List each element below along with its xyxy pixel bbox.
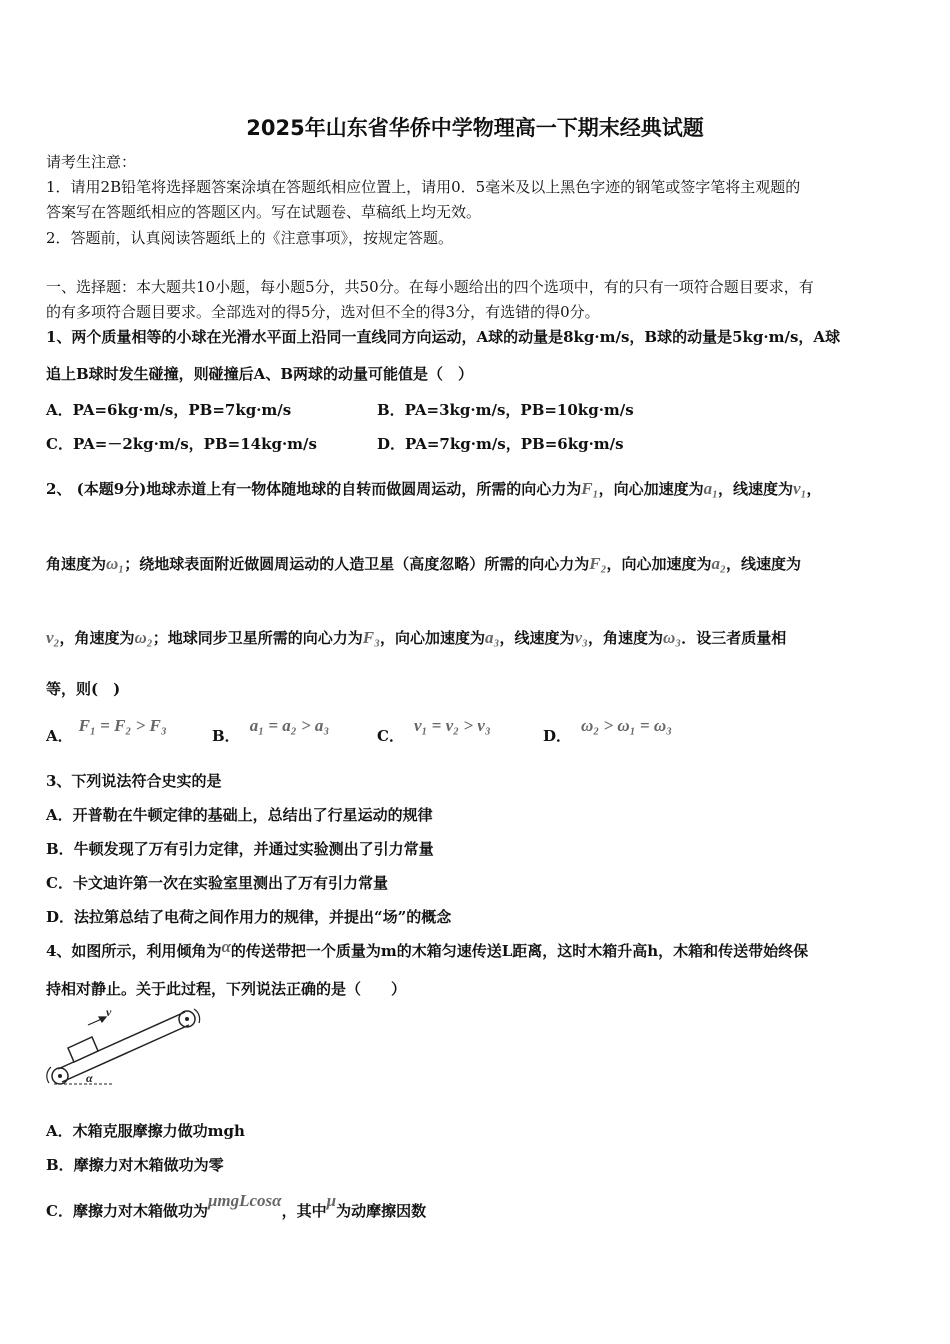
q4-stem-line2: 持相对静止。关于此过程，下列说法正确的是（ ） xyxy=(46,980,407,998)
q4-c-expression: μmgLcosα xyxy=(207,1191,282,1210)
q4-c-text3: 为动摩擦因数 xyxy=(336,1202,427,1220)
q1-option-c: C．PA=－2kg·m/s，PB=14kg·m/s xyxy=(46,435,317,453)
section1-line1: 一、选择题：本大题共10小题，每小题5分，共50分。在每小题给出的四个选项中，有的只有一项符合题目要求，有 xyxy=(46,278,814,296)
q2-l3d: ，线速度为 xyxy=(499,629,575,647)
q2-option-b-expr: a₁ = a₂ > a₃ xyxy=(249,716,330,735)
q2-l2d: ，线速度为 xyxy=(725,555,801,573)
q4-l1b: 的传送带把一个质量为m的木箱匀速传送L距离，这时木箱升高h，木箱和传送带始终保 xyxy=(230,942,809,960)
q2-v2-symbol: v₂ xyxy=(46,628,60,647)
q2-option-c-expr: v₁ = v₂ > v₃ xyxy=(413,716,491,735)
notice-item-1b: 答案写在答题纸相应的答题区内。写在试题卷、草稿纸上均无效。 xyxy=(46,203,482,221)
conveyor-belt-figure xyxy=(44,1005,214,1091)
q2-option-d-label: D． xyxy=(543,727,572,745)
q2-l2b: ；绕地球表面附近做圆周运动的人造卫星（高度忽略）所需的向心力为 xyxy=(124,555,590,573)
q1-option-b: B．PA=3kg·m/s，PB=10kg·m/s xyxy=(377,401,634,419)
q2-f2-symbol: F₂ xyxy=(589,554,607,573)
q2-a1-symbol: a₁ xyxy=(703,479,719,498)
q2-line1 xyxy=(46,479,822,499)
notice-heading: 请考生注意： xyxy=(46,153,137,171)
q2-option-a xyxy=(46,716,167,746)
q2-w2-symbol: ω₂ xyxy=(134,628,153,647)
q2-option-b-label: B． xyxy=(212,727,240,745)
q2-l1a: 2、 (本题9分)地球赤道上有一物体随地球的自转而做圆周运动，所需的向心力为 xyxy=(46,480,582,498)
q3-option-a: A．开普勒在牛顿定律的基础上，总结出了行星运动的规律 xyxy=(46,806,433,824)
q3-stem: 3、下列说法符合史实的是 xyxy=(46,772,222,790)
q1-stem-line1: 1、两个质量相等的小球在光滑水平面上沿同一直线同方向运动，A球的动量是8kg·m/s，B球的动量是5kg·m/s，A球 xyxy=(46,328,841,346)
q2-a2-symbol: a₂ xyxy=(711,554,726,573)
q3-option-c: C．卡文迪许第一次在实验室里测出了万有引力常量 xyxy=(46,874,388,892)
q2-l3b: ；地球同步卫星所需的向心力为 xyxy=(152,629,363,647)
q2-line2 xyxy=(46,554,801,574)
roller-bottom xyxy=(47,1067,68,1084)
q2-option-d-expr: ω₂ > ω₁ = ω₃ xyxy=(581,716,673,735)
q2-l1d: ， xyxy=(806,480,822,498)
q2-option-b xyxy=(212,716,330,746)
q2-option-a-label: A． xyxy=(46,727,73,745)
q3-option-d: D．法拉第总结了电荷之间作用力的规律，并提出“场”的概念 xyxy=(46,908,452,926)
q2-line4: 等，则( ) xyxy=(46,680,121,698)
q2-l3e: ，角速度为 xyxy=(587,629,663,647)
section1-line2: 的有多项符合题目要求。全部选对的得5分，选对但不全的得3分，有选错的得0分。 xyxy=(46,303,600,321)
q4-alpha-symbol: α xyxy=(221,937,231,956)
q3-option-b: B．牛顿发现了万有引力定律，并通过实验测出了引力常量 xyxy=(46,840,434,858)
q2-l1c: ，线速度为 xyxy=(718,480,794,498)
q4-option-c xyxy=(46,1191,427,1221)
q2-w3-symbol: ω₃ xyxy=(662,628,682,647)
q2-l2a: 角速度为 xyxy=(46,555,107,573)
q1-option-a: A．PA=6kg·m/s，PB=7kg·m/s xyxy=(46,401,292,419)
roller-top xyxy=(179,1009,200,1027)
q1-stem-line2: 追上B球时发生碰撞，则碰撞后A、B两球的动量可能值是（ ） xyxy=(46,365,473,383)
q2-l2c: ，向心加速度为 xyxy=(606,555,712,573)
q4-stem-line1 xyxy=(46,937,809,961)
q4-option-b: B．摩擦力对木箱做功为零 xyxy=(46,1156,224,1174)
page-title: 2025年山东省华侨中学物理高一下期末经典试题 xyxy=(246,116,704,140)
q2-a3-symbol: a₃ xyxy=(485,628,500,647)
q2-l3c: ，向心加速度为 xyxy=(380,629,486,647)
q2-line3 xyxy=(46,628,786,648)
q2-option-d xyxy=(543,716,673,746)
angle-label: α xyxy=(86,1071,93,1085)
q2-f1-symbol: F₁ xyxy=(581,479,599,498)
q2-l3f: ．设三者质量相 xyxy=(681,629,787,647)
q2-v1-symbol: v₁ xyxy=(793,479,807,498)
notice-item-1a: 1．请用2B铅笔将选择题答案涂填在答题纸相应位置上，请用0．5毫米及以上黑色字迹的钢笔或签字笔将主观题的 xyxy=(46,178,801,196)
q4-option-a: A．木箱克服摩擦力做功mgh xyxy=(46,1122,245,1140)
q2-option-a-expr: F₁ = F₂ > F₃ xyxy=(78,716,167,735)
q4-l1a: 4、如图所示，利用倾角为 xyxy=(46,942,222,960)
q2-v3-symbol: v₃ xyxy=(574,628,588,647)
notice-item-2: 2．答题前，认真阅读答题纸上的《注意事项》，按规定答题。 xyxy=(46,229,454,247)
q4-c-text2: ，其中 xyxy=(281,1202,327,1220)
q2-l1b: ，向心加速度为 xyxy=(598,480,704,498)
q4-c-text1: C．摩擦力对木箱做功为 xyxy=(46,1202,208,1220)
q2-option-c xyxy=(377,716,491,746)
q4-mu-symbol: μ xyxy=(326,1191,337,1210)
wooden-box xyxy=(68,1037,98,1062)
velocity-arrow xyxy=(88,1017,106,1025)
q2-l3a: ，角速度为 xyxy=(59,629,135,647)
velocity-label: v xyxy=(106,1005,112,1019)
q2-w1-symbol: ω₁ xyxy=(106,554,125,573)
q1-option-d: D．PA=7kg·m/s，PB=6kg·m/s xyxy=(377,435,624,453)
q2-f3-symbol: F₃ xyxy=(362,628,381,647)
q2-option-c-label: C． xyxy=(377,727,404,745)
